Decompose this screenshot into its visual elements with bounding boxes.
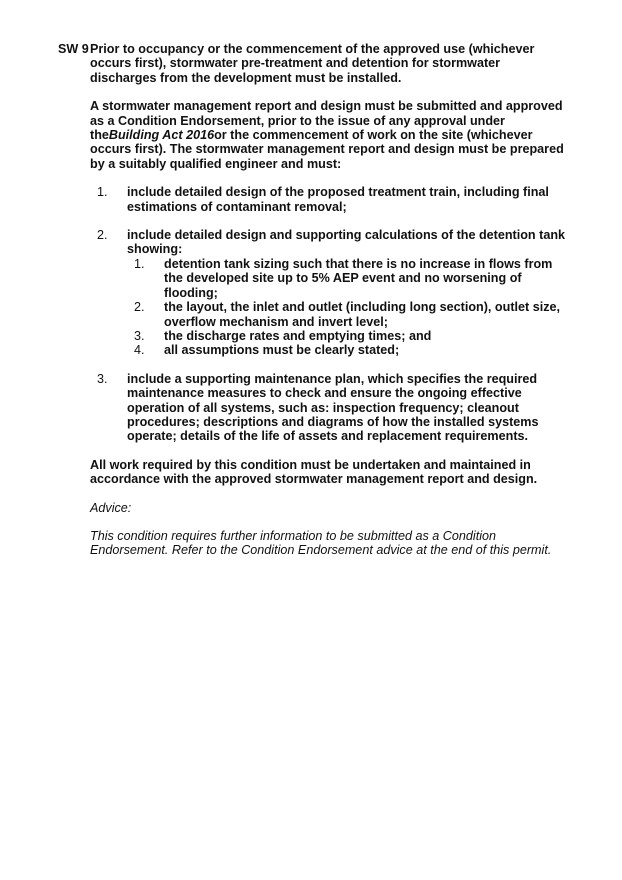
condition-intro: Prior to occupancy or the commencement of the approved use (whichever occurs first), stormwater pre-treatment and detention for stormwater discharges from the development must be installed. xyxy=(90,42,535,85)
sublist-item xyxy=(127,329,570,343)
condition-id: SW 9 xyxy=(58,42,89,56)
report-text-part1: A stormwater management report and design must be submitted and approved as a Condition Endorsement, prior to the issue of any approval under the xyxy=(90,99,563,143)
list-item xyxy=(90,185,570,214)
detention-tank-sublist xyxy=(127,257,570,358)
list-item xyxy=(90,372,570,444)
sublist-item xyxy=(127,300,570,329)
list-item-number: 3. xyxy=(97,371,108,386)
sublist-item-text: all assumptions must be clearly stated; xyxy=(164,343,400,358)
sublist-item-number: 1. xyxy=(134,256,145,271)
list-item-number: 1. xyxy=(97,185,108,200)
sublist-item-text: the layout, the inlet and outlet (including long section), outlet size, overflow mechanism and invert level; xyxy=(164,300,561,329)
sublist-item-text: the discharge rates and emptying times; and xyxy=(164,328,432,343)
advice-text: This condition requires further information to be submitted as a Condition Endorsement. Refer to the Condition Endorsement advice at the end of this permit. xyxy=(90,528,552,558)
list-item-number: 2. xyxy=(97,228,108,243)
sublist-item xyxy=(127,343,570,357)
sublist-item-number: 2. xyxy=(134,300,145,315)
requirements-list xyxy=(90,185,570,444)
closing-paragraph: All work required by this condition must be undertaken and maintained in accordance with the approved stormwater management report and design. xyxy=(90,457,538,487)
list-item-text: include detailed design and supporting calculations of the detention tank showing: xyxy=(127,228,566,257)
act-name: Building Act 2016 xyxy=(108,128,215,143)
report-paragraph xyxy=(90,99,570,171)
report-text-part2: or the commencement of work on the site (whichever occurs first). The stormwater management report and design must be prepared by a suitably qualified engineer and must: xyxy=(90,128,564,171)
list-item xyxy=(90,228,570,358)
list-item-text: include detailed design of the proposed treatment train, including final estimations of contaminant removal; xyxy=(127,185,549,214)
sublist-item-number: 4. xyxy=(134,343,145,358)
sublist-item xyxy=(127,257,570,300)
list-item-text: include a supporting maintenance plan, which specifies the required maintenance measures to check and ensure the ongoing effective operation of all systems, such as: inspection frequency; cleanout procedures; descriptions and diagrams of how the installed systems operate; details of the life of assets and replacement requirements. xyxy=(127,371,539,444)
sublist-item-number: 3. xyxy=(134,328,145,343)
advice-label: Advice: xyxy=(90,500,132,515)
condition-body xyxy=(90,42,570,558)
sublist-item-text: detention tank sizing such that there is no increase in flows from the developed site up to 5% AEP event and no worsening of flooding; xyxy=(164,256,553,300)
